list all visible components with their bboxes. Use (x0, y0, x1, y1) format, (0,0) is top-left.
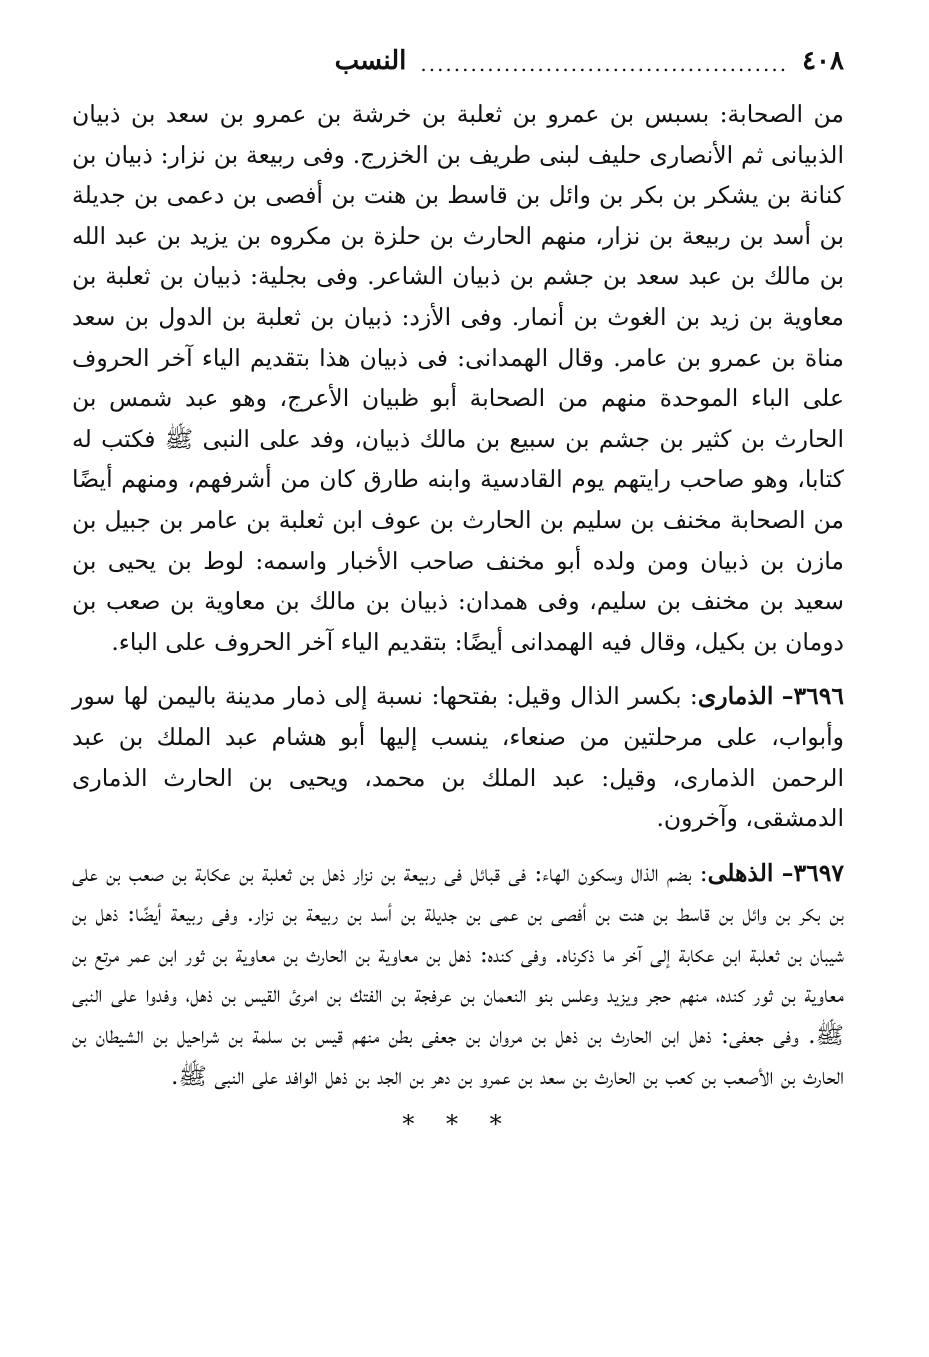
entry-3697 (72, 853, 844, 1097)
paragraph-continuation (72, 94, 844, 662)
page-header (72, 40, 844, 76)
entry-text: : بضم الذال وسكون الهاء: فى قبائل فى ربيعة بن نزار ذهل بن ثعلبة بن عكابة بن صعب بن على بن بكر بن وائل بن قاسط بن هنت بن أفصى بن عمى بن جديلة بن أسد بن ربيعة بن نزار. وفى ربيعة أيضًا: ذهل بن شيبان بن ثعلبة ابن عكابة إلى آخر ما ذكرناه. وفى كنده: ذهل بن معاوية بن الحارث بن معاوية بن ثور ابن عمر مرتع بن معاوية بن ثور كنده، منهم حجر ويزيد وعلس بنو النعمان بن عرفجة بن الفتك بن امرئ القيس بن ذهل، وفدوا على النبى ﷺ. وفى جعفى: ذهل ابن الحارث بن ذهل بن مروان بن جعفى بطن منهم قيس بن سلمة بن شراحيل بن الشيطان بن الحارث بن الأصعب بن كعب بن الحارث بن سعد بن عمرو بن دهر بن الجد بن ذهل الوافد على النبى ﷺ. (72, 858, 844, 1090)
entry-text: : بكسر الذال وقيل: بفتحها: نسبة إلى ذمار مدينة باليمن لها سور وأبواب، على مرحلتين من صنعاء، ينسب إليها أبو هشام عبد الملك بن عبد الرحمن الذمارى، وقيل: عبد الملك بن محمد، ويحيى بن الحارث الذمارى الدمشقى، وآخرون. (72, 682, 844, 833)
entry-3696 (72, 676, 844, 838)
paragraph-text: من الصحابة: بسبس بن عمرو بن ثعلبة بن خرشة بن عمرو بن سعد بن ذبيان الذبيانى ثم الأنصارى حليف لبنى طريف بن الخزرج. وفى ربيعة بن نزار: ذبيان بن كنانة بن يشكر بن بكر بن وائل بن قاسط بن هنت بن أفصى بن دعمى بن جديلة بن أسد بن ربيعة بن نزار، منهم الحارث بن حلزة بن مكروه بن يزيد بن عبد الله بن مالك بن عبد سعد بن جشم بن ذبيان الشاعر. وفى بجلية: ذبيان بن ثعلبة بن معاوية بن زيد بن الغوث بن أنمار. وفى الأزد: ذبيان بن ثعلبة بن الدول بن سعد مناة بن عمرو بن عامر. وقال الهمدانى: فى ذبيان هذا بتقديم الياء آخر الحروف على الباء الموحدة منهم من الصحابة أبو ظبيان الأعرج، وهو عبد شمس بن الحارث بن كثير بن جشم بن سبيع بن مالك ذبيان، وفد على النبى ﷺ فكتب له كتابا، وهو صاحب رايتهم يوم القادسية وابنه طارق كان من أشرفهم، ومنهم أيضًا من الصحابة مخنف بن سليم بن الحارث بن عوف ابن ثعلبة بن عامر بن جبيل بن مازن بن ذبيان ومن ولده أبو مخنف صاحب الأخبار واسمه: لوط بن يحيى بن سعيد بن مخنف بن سليم، وفى همدان: ذبيان بن مالك بن معاوية بن صعب بن دومان بن بكيل، وقال فيه الهمدانى أيضًا: بتقديم الياء آخر الحروف على الباء. (72, 100, 844, 656)
page-number: ٤٠٨ (802, 46, 844, 76)
entry-number: ٣٦٩٦– (781, 682, 844, 711)
section-ornament: * * * (402, 1110, 514, 1139)
running-title: النسب (334, 46, 407, 76)
book-page (72, 40, 844, 1138)
header-leader-dots: ............................................ (420, 52, 789, 76)
entry-headword: الذهلى (707, 858, 774, 887)
entry-number: ٣٦٩٧– (781, 858, 844, 887)
entry-headword: الذمارى (697, 682, 774, 711)
page-body (72, 94, 844, 1096)
